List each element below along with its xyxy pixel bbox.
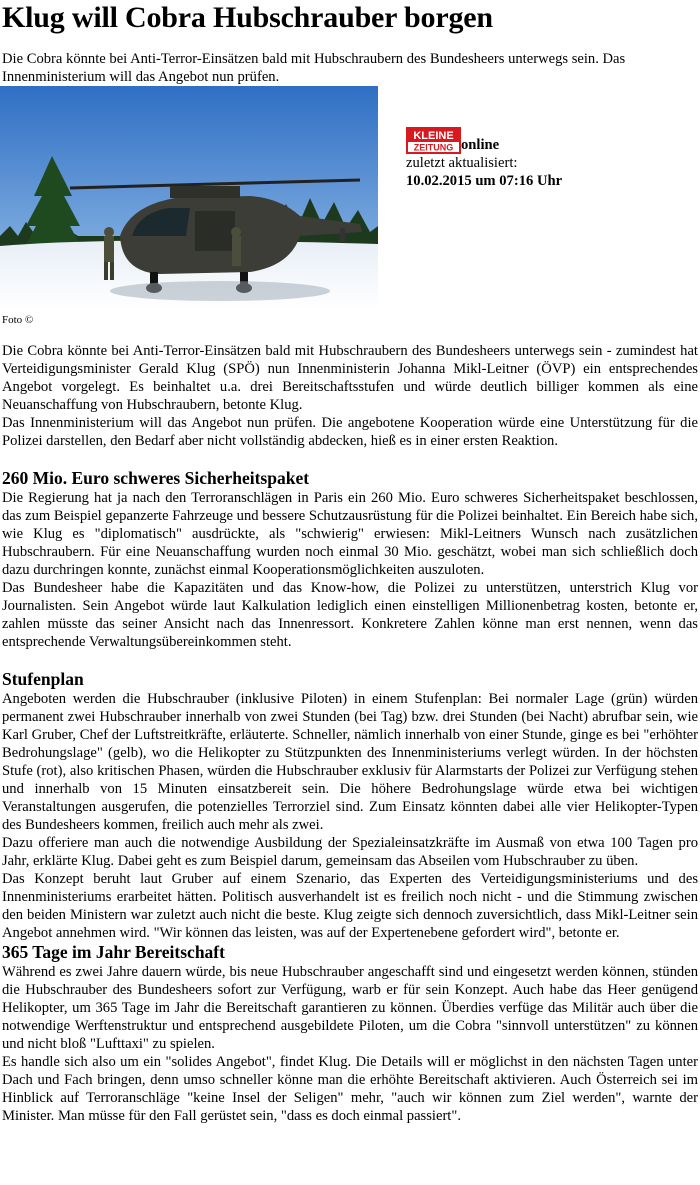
svg-text:KLEINE: KLEINE <box>413 130 454 142</box>
section-paragraph: Während es zwei Jahre dauern würde, bis neue Hubschrauber angeschafft sind und eingesetzt werden können, stünden die Hubschrauber des Bundesheers sofort zur Verfügung, warb er für sein Konzept. Auch habe das Heer genügend Helikopter, um 365 Tage im Jahr die Bereitschaft garantieren zu können. Überdies verfüge das Militär auch über die notwendige Werftenstruktur und entsprechend ausgebildete Piloten, um die Cobra "sinnvoll unterstützen" zu können und nicht bloß "Lufttaxi" zu spielen. <box>2 964 698 1052</box>
section-paragraph: Dazu offeriere man auch die notwendige Ausbildung der Spezialeinsatzkräfte im Ausmaß von etwa 100 Tagen pro Jahr, erklärte Klug. Dabei geht es zum Beispiel darum, gemeinsam das Abseilen vom Hubschrauber zu üben. <box>2 835 698 869</box>
article-body <box>2 342 698 1125</box>
section-heading: Stufenplan <box>2 669 84 689</box>
kleine-zeitung-logo <box>406 127 461 154</box>
section-paragraph: Das Bundesheer habe die Kapazitäten und das Know-how, die Polizei zu unterstützen, unterstrich Klug vor Journalisten. Sein Angebot würde laut Kalkulation lediglich einen einstelligen Millionenbetrag kosten, betonte er, zahlen müsste das seiner Ansicht nach das Innenressort. Konkretere Zahlen könne man erst nennen, wenn das entsprechende Verwaltungsübereinkommen steht. <box>2 580 698 650</box>
section-heading: 260 Mio. Euro schweres Sicherheitspaket <box>2 468 310 488</box>
updated-date: 10.02.2015 um 07:16 Uhr <box>406 173 563 189</box>
intro-paragraph: Die Cobra könnte bei Anti-Terror-Einsätzen bald mit Hubschraubern des Bundesheers unterwegs sein - zumindest hat Verteidigungsminister Gerald Klug (SPÖ) nun Innenministerin Johanna Mikl-Leitner (ÖVP) ein entsprechendes Angebot vorgelegt. Es beinhaltet u.a. drei Bereitschaftsstufen und würde deutlich billiger kommen als eine Neuanschaffung von Hubschraubern, betonte Klug. <box>2 343 698 413</box>
section-paragraph: Das Konzept beruht laut Gruber auf einem Szenario, das Experten des Verteidigungsministeriums und des Innenministeriums erarbeitet hätten. Politisch ausverhandelt ist es freilich noch nicht - und die Stimmung zwischen den beiden Ministern war zuletzt auch nicht die beste. Klug zeigte sich dennoch zuversichtlich, dass Mikl-Leitner sein Angebot annehmen wird. "Wir können das leisten, was auf der Expertenebene gefordert wird", betonte er. <box>2 871 698 941</box>
updated-label: zuletzt aktualisiert: <box>406 155 518 171</box>
source-box <box>406 127 696 190</box>
section-paragraph: Die Regierung hat ja nach den Terroranschlägen in Paris ein 260 Mio. Euro schweres Sicherheitspaket beschlossen, das zum Beispiel gepanzerte Fahrzeuge und bessere Schutzausrüstung für die Polizei beinhaltet. Ein Bereich habe sich, wie Klug es "diplomatisch" ausdrückte, als "schwierig" erwiesen: Mikl-Leitners Wunsch nach zusätzlichen Hubschraubern. Für eine Neuanschaffung wurden noch einmal 30 Mio. geschätzt, wobei man sich schließlich doch dazu durchringen konnte, zunächst einmal Kooperationsmöglichkeiten auszuloten. <box>2 490 698 578</box>
headline: Klug will Cobra Hubschrauber borgen <box>2 1 493 34</box>
photo-caption: Foto © <box>2 314 34 326</box>
source-suffix: online <box>461 137 500 153</box>
helicopter-photo <box>0 86 378 311</box>
section-heading: 365 Tage im Jahr Bereitschaft <box>2 942 225 962</box>
svg-text:ZEITUNG: ZEITUNG <box>413 142 454 153</box>
lead-text: Die Cobra könnte bei Anti-Terror-Einsätzen bald mit Hubschraubern des Bundesheers unterwegs sein. Das Innenministerium will das Angebot nun prüfen. <box>2 51 626 85</box>
intro-paragraph: Das Innenministerium will das Angebot nun prüfen. Die angebotene Kooperation würde eine Unterstützung für die Polizei darstellen, den Bedarf aber nicht vollständig abdecken, hieß es in einer ersten Reaktion. <box>2 415 698 449</box>
section-paragraph: Angeboten werden die Hubschrauber (inklusive Piloten) in einem Stufenplan: Bei normaler Lage (grün) würden permanent zwei Hubschrauber innerhalb von zwei Stunden (bei Tag) bzw. drei Stunden (bei Nacht) abrufbar sein, wie Karl Gruber, Chef der Luftstreitkräfte, erläuterte. Schneller, nämlich innerhalb von einer Stunde, ginge es bei "erhöhter Bedrohungslage" (gelb), wo die Helikopter zu Stützpunkten des Innenministeriums verlegt würden. In der höchsten Stufe (rot), also kritischen Phasen, würden die Hubschrauber exklusiv für Alarmstarts der Polizei zur Verfügung stehen und innerhalb von 15 Minuten einsatzbereit sein. Die höhere Bedrohungslage würde etwa bei wichtigen Veranstaltungen ausgerufen, die potenzielles Terrorziel sind. Zum Einsatz könnten dabei alle vier Helikopter-Typen des Bundesheers kommen, freilich auch mehr als zwei. <box>2 691 698 833</box>
source-brand-line <box>406 127 696 154</box>
section-paragraph: Es handle sich also um ein "solides Angebot", findet Klug. Die Details will er möglichst in den nächsten Tagen unter Dach und Fach bringen, denn umso schneller könne man die erhöhte Bereitschaft aktivieren. Auch Österreich sei im Hinblick auf Terroranschläge "keine Insel der Seligen" mehr, "auch wir können zum Ziel werden", warnte der Minister. Man müsse für den Fall gerüstet sein, "dass es doch einmal passiert". <box>2 1054 698 1124</box>
